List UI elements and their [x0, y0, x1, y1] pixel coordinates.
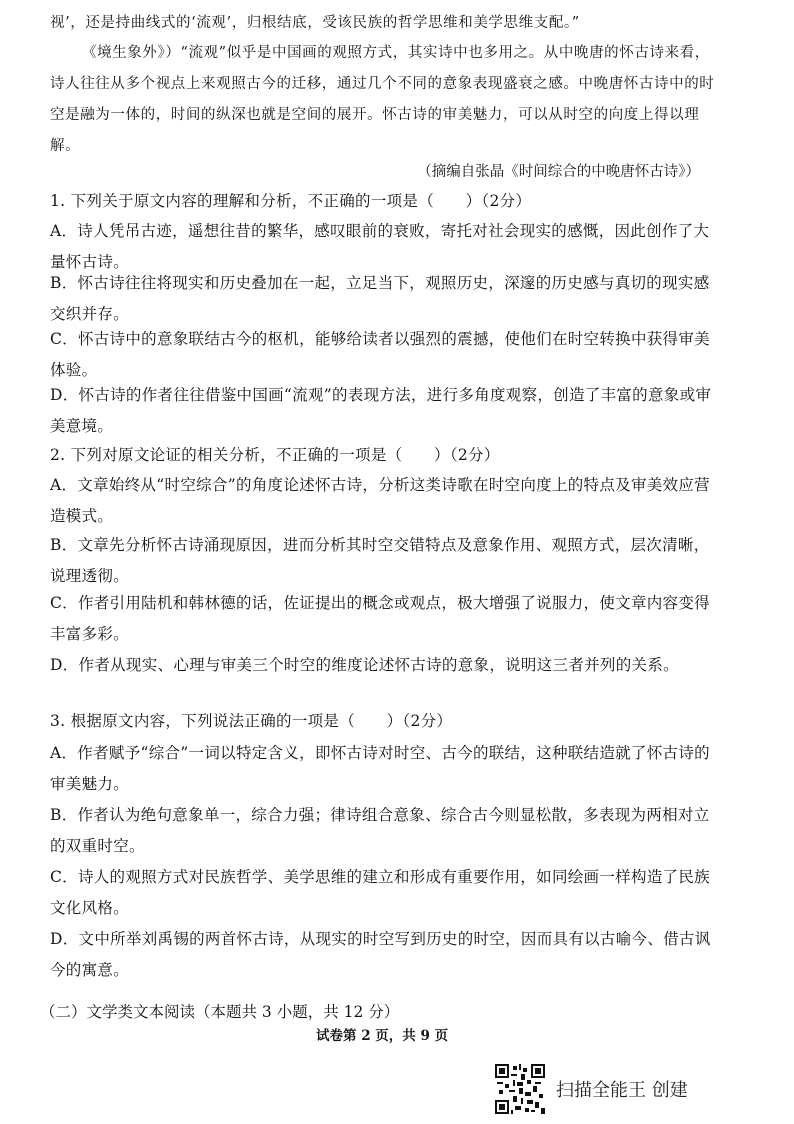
scanner-watermark: 扫描全能王 创建 [556, 1080, 688, 1101]
passage-line: 视’，还是持曲线式的‘流观’，归根结底，受该民族的哲学思维和美学思维支配。” [50, 15, 580, 31]
option-c: C．怀古诗中的意象联结古今的枢机，能够给读者以强烈的震撼，使他们在时空转换中获得审美体验。 [50, 330, 710, 379]
option-a: A．文章始终从“时空综合”的角度论述怀古诗，分析这类诗歌在时空向度上的特点及审美效应营造模式。 [50, 476, 710, 525]
page-number: 试卷第 2 页，共 9 页 [316, 1028, 449, 1044]
option-b: B．怀古诗往往将现实和历史叠加在一起，立足当下，观照历史，深邃的历史感与真切的现实感交织并存。 [50, 274, 710, 323]
option-a: A．作者赋予“综合”一词以特定含义，即怀古诗对时空、古今的联结，这种联结造就了怀古诗的审美魅力。 [50, 744, 710, 793]
option-b: B．作者认为绝句意象单一，综合力强；律诗组合意象、综合古今则显松散，多表现为两相对立的双重时空。 [50, 806, 710, 855]
option-c: C．诗人的观照方式对民族哲学、美学思维的建立和形成有重要作用，如同绘画一样构造了民族文化风格。 [50, 868, 710, 917]
option-d: D．作者从现实、心理与审美三个时空的维度论述怀古诗的意象，说明这三者并列的关系。 [50, 656, 679, 674]
option-d: D．怀古诗的作者往往借鉴中国画“流观”的表现方法，进行多角度观察，创造了丰富的意象或审美意境。 [50, 386, 712, 435]
option-a: A．诗人凭吊古迹，遥想往昔的繁华，感叹眼前的衰败，寄托对社会现实的感慨，因此创作了大量怀古诗。 [50, 222, 710, 271]
option-b: B．文章先分析怀古诗涌现原因，进而分析其时空交错特点及意象作用、观照方式，层次清晰，说理透彻。 [50, 536, 710, 585]
qr-code-icon [495, 1064, 545, 1114]
question-stem: 2. 下列对原文论证的相关分析，不正确的一项是（ ）（2分） [50, 446, 500, 464]
option-d: D．文中所举刘禹锡的两首怀古诗，从现实的时空写到历史的时空，因而具有以古喻今、借古讽今的寓意。 [50, 930, 711, 979]
passage-paragraph: 《境生象外》）“流观”似乎是中国画的观照方式，其实诗中也多用之。从中晚唐的怀古诗来看，诗人往往从多个视点上来观照古今的迁移，通过几个不同的意象表现盛衰之感。中晚唐怀古诗中的时空是融为一体的，时间的纵深也就是空间的展开。怀古诗的审美魅力，可以从时空的向度上得以理解。 [50, 45, 715, 154]
section-heading: （二）文学类文本阅读（本题共 3 小题，共 12 分） [40, 1003, 400, 1021]
passage-source: （摘编自张晶《时间综合的中晚唐怀古诗》） [417, 164, 700, 180]
question-stem: 3. 根据原文内容，下列说法正确的一项是（ ）（2分） [50, 712, 453, 730]
question-stem: 1. 下列关于原文内容的理解和分析，不正确的一项是（ ）（2分） [50, 192, 532, 210]
option-c: C．作者引用陆机和韩林德的话，佐证提出的概念或观点，极大增强了说服力，使文章内容变得丰富多彩。 [50, 594, 710, 643]
